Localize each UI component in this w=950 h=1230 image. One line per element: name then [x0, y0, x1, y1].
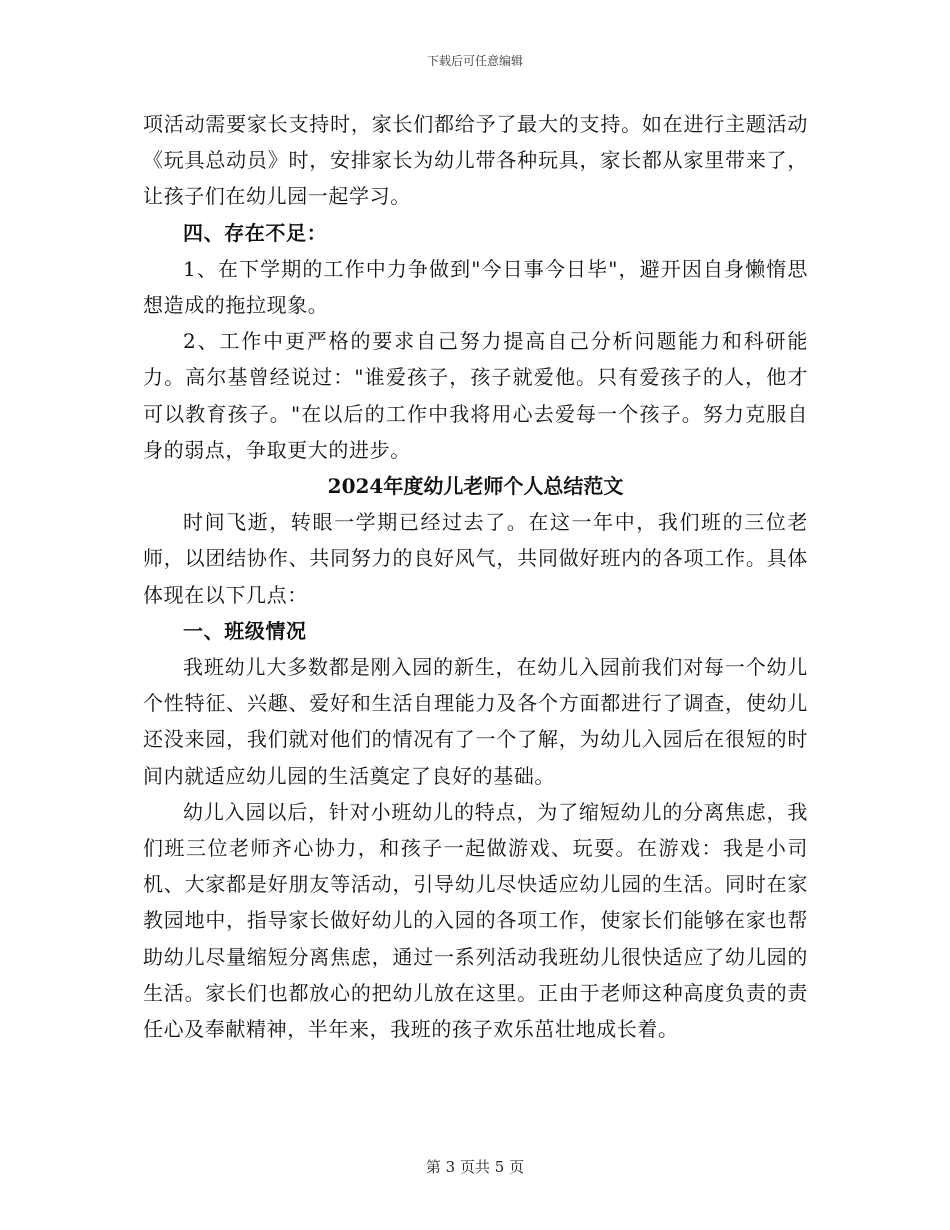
paragraph-adaptation: 幼儿入园以后，针对小班幼儿的特点，为了缩短幼儿的分离焦虑，我们班三位老师齐心协力，和孩子一起做游戏、玩耍。在游戏：我是小司机、大家都是好朋友等活动，引导幼儿尽快适应幼儿园的生活。同时在家教园地中，指导家长做好幼儿的入园的各项工作，使家长们能够在家也帮助幼儿尽量缩短分离焦虑，通过一系列活动我班幼儿很快适应了幼儿园的生活。家长们也都放心的把幼儿放在这里。正由于老师这种高度负责的责任心及奉献精神，半年来，我班的孩子欢乐茁壮地成长着。 — [143, 799, 808, 1042]
paragraph-shortcoming-2: 2、工作中更严格的要求自己努力提高自己分析问题能力和科研能力。高尔基曾经说过："谁爱孩子，孩子就爱他。只有爱孩子的人，他才可以教育孩子。"在以后的工作中我将用心去爱每一个孩子。努力克服自身的弱点，争取更大的进步。 — [143, 329, 808, 462]
article-title: 2024年度幼儿老师个人总结范文 — [327, 474, 624, 499]
page-header: 下载后可任意编辑 — [426, 54, 523, 68]
section-heading-class-situation: 一、班级情况 — [183, 618, 307, 643]
document-body — [143, 106, 808, 1047]
page-number: 第 3 页共 5 页 — [425, 1158, 525, 1176]
paragraph-class-situation: 我班幼儿大多数都是刚入园的新生，在幼儿入园前我们对每一个幼儿个性特征、兴趣、爱好和生活自理能力及各个方面都进行了调查，使幼儿还没来园，我们就对他们的情况有了一个了解，为幼儿入园后在很短的时间内就适应幼儿园的生活奠定了良好的基础。 — [143, 655, 808, 788]
paragraph-parent-support: 项活动需要家长支持时，家长们都给予了最大的支持。如在进行主题活动《玩具总动员》时，安排家长为幼儿带各种玩具，家长都从家里带来了，让孩子们在幼儿园一起学习。 — [143, 112, 808, 209]
section-heading-shortcomings: 四、存在不足： — [183, 220, 328, 245]
paragraph-intro: 时间飞逝，转眼一学期已经过去了。在这一年中，我们班的三位老师，以团结协作、共同努力的良好风气，共同做好班内的各项工作。具体体现在以下几点： — [143, 510, 808, 607]
paragraph-shortcoming-1: 1、在下学期的工作中力争做到"今日事今日毕"，避开因自身懒惰思想造成的拖拉现象。 — [143, 256, 808, 318]
